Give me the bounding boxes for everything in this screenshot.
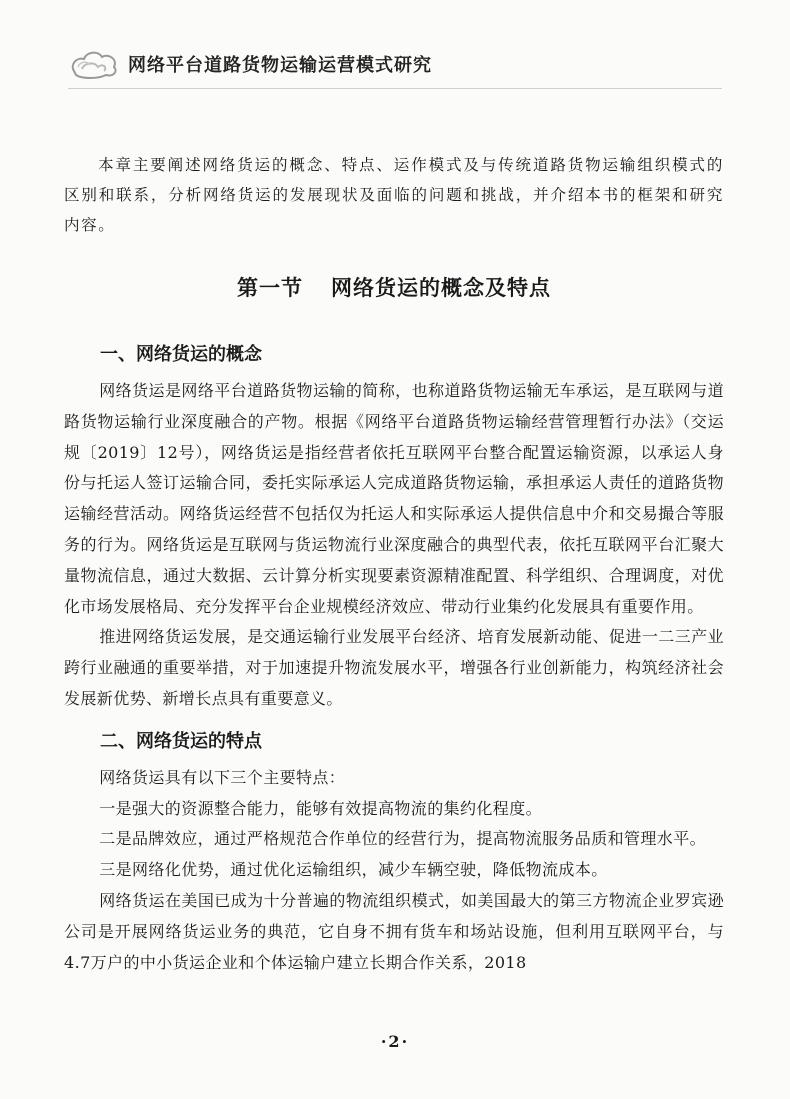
header-title: 网络平台道路货物运输运营模式研究 xyxy=(128,55,432,76)
list-item: 二是品牌效应，通过严格规范合作单位的经营行为，提高物流服务品质和管理水平。 xyxy=(99,829,706,849)
list-item: 三是网络化优势，通过优化运输组织，减少车辆空驶，降低物流成本。 xyxy=(99,860,608,880)
paragraph: 网络货运具有以下三个主要特点： xyxy=(99,767,346,787)
chapter-intro: 本章主要阐述网络货运的概念、特点、运作模式及与传统道路货物运输组织模式的区别和联系，分析网络货运的发展现状及面临的问题和挑战，并介绍本书的框架和研究内容。 xyxy=(64,156,724,234)
page-number: ·2· xyxy=(380,1032,410,1051)
subsection-heading-features: 二、网络货运的特点 xyxy=(100,730,262,752)
paragraph: 网络货运是网络平台道路货物运输的简称，也称道路货物运输无车承运，是互联网与道路货物运输行业深度融合的产物。根据《网络平台道路货物运输经营管理暂行办法》（交运规〔2019〕12号），网络货运是指经营者依托互联网平台整合配置运输资源，以承运人身份与托运人签订运输合同，委托实际承运人完成道路货物运输，承担承运人责任的道路货物运输经营活动。网络货运经营不包括仅为托运人和实际承运人提供信息中介和交易撮合等服务的行为。网络货运是互联网与货运物流行业深度融合的典型代表，依托互联网平台汇聚大量物流信息，通过大数据、云计算分析实现要素资源精准配置、科学组织、合理调度，对优化市场发展格局、充分发挥平台企业规模经济效应、带动行业集约化发展具有重要作用。 xyxy=(64,381,724,616)
section-title-text: 网络货运的概念及特点 xyxy=(331,276,551,300)
list-item: 一是强大的资源整合能力，能够有效提高物流的集约化程度。 xyxy=(99,798,542,818)
subsection-heading-concept: 一、网络货运的概念 xyxy=(100,344,262,365)
section-heading xyxy=(64,270,724,306)
running-header xyxy=(68,44,432,84)
section-number: 第一节 xyxy=(237,276,303,300)
paragraph: 网络货运在美国已成为十分普遍的物流组织模式，如美国最大的第三方物流企业罗宾逊公司是开展网络货运业务的典范，它自身不拥有货车和场站设施，但利用互联网平台，与4.7万户的中小货运企业和个体运输户建立长期合作关系，2018 xyxy=(64,890,724,972)
paragraph: 推进网络货运发展，是交通运输行业发展平台经济、培育发展新动能、促进一二三产业跨行业融通的重要举措，对于加速提升物流发展水平，增强各行业创新能力，构筑经济社会发展新优势、新增长点具有重要意义。 xyxy=(64,627,724,708)
main-content xyxy=(64,150,724,978)
cloud-swirl-icon xyxy=(68,47,120,81)
header-divider xyxy=(68,88,722,89)
